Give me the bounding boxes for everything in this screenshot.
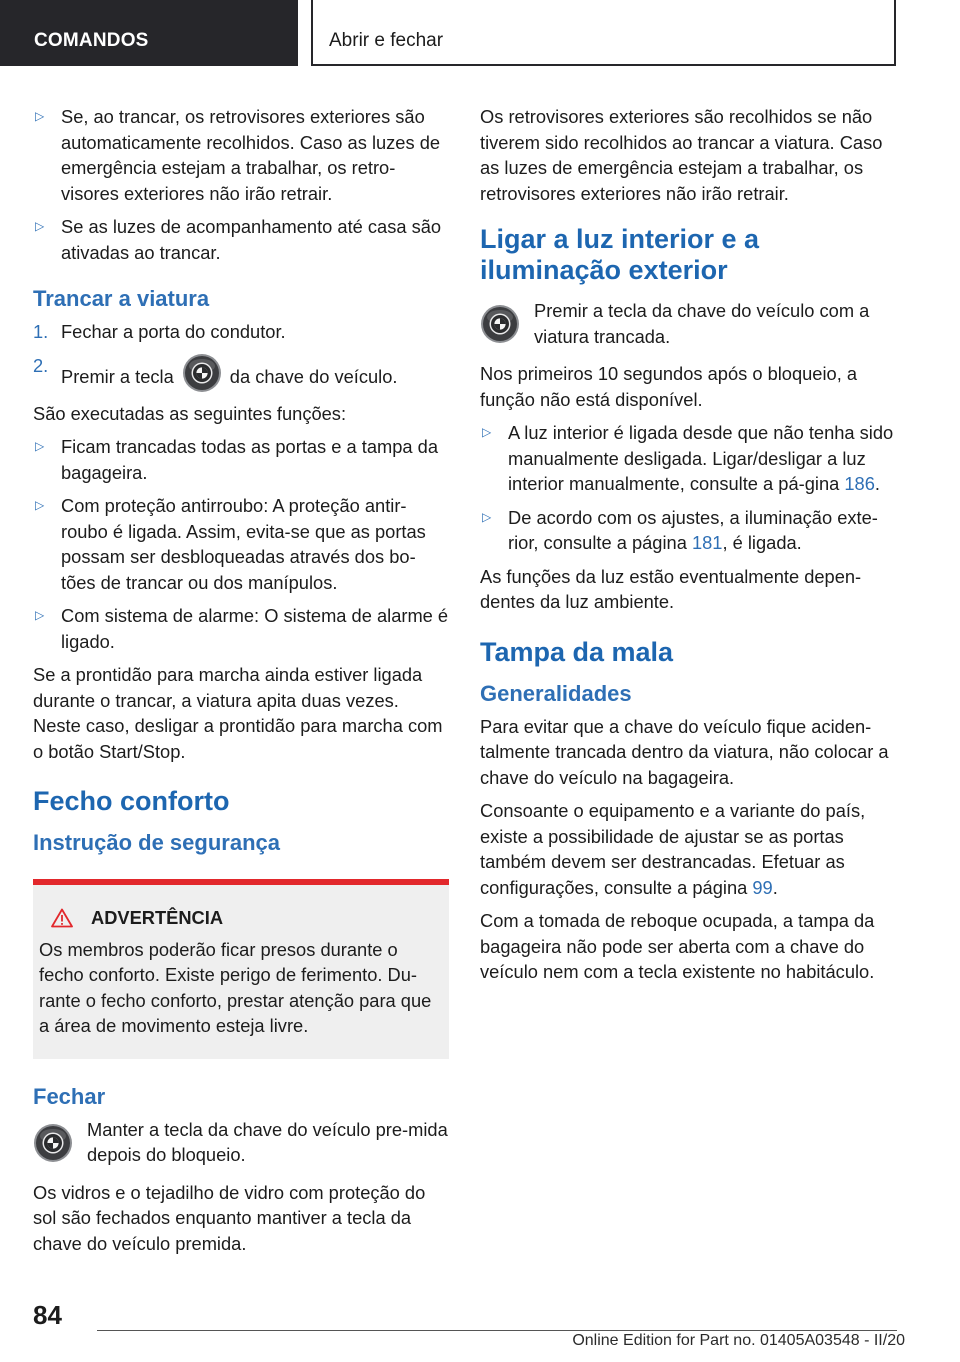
warning-triangle-icon <box>51 908 73 928</box>
heading-generalidades: Generalidades <box>480 680 632 706</box>
triangle-bullet-icon: ▷ <box>482 425 492 439</box>
list-item <box>33 603 449 654</box>
list-item <box>33 104 449 206</box>
section-tab: COMANDOS <box>0 0 298 66</box>
step-number: 2. <box>33 354 49 376</box>
paragraph: As funções da luz estão eventualmente depen-dentes da luz ambiente. <box>480 565 862 612</box>
page-header <box>0 0 960 66</box>
step-number: 1. <box>33 321 49 342</box>
footer-edition: Online Edition for Part no. 01405A03548 - II/20 <box>572 1332 905 1349</box>
paragraph <box>480 798 896 900</box>
triangle-bullet-icon: ▷ <box>35 219 45 233</box>
bullet-text: De acordo com os ajustes, a iluminação exte-rior, consulte a página <box>508 506 878 553</box>
paragraph: Se a prontidão para marcha ainda estiver ligada durante o trancar, a viatura apita duas vezes. Neste caso, desligar a prontidão para marcha com o botão Start/Stop. <box>33 664 443 762</box>
paragraph: Para evitar que a chave do veículo fique aciden-talmente trancada dentro da viatura, não colocar a chave do veículo na bagageira. <box>480 715 889 788</box>
list-item <box>33 434 449 485</box>
paragraph-text: Consoante o equipamento e a variante do país, existe a possibilidade de ajustar se as portas também devem ser destrancadas. Efetuar as configurações, consulte a página <box>480 800 866 898</box>
page-link-99[interactable]: 99 <box>752 876 773 898</box>
step-item <box>33 353 449 393</box>
chapter-tab: Abrir e fechar <box>311 0 896 66</box>
step-item <box>33 319 449 345</box>
page-link-186[interactable]: 186 <box>844 473 875 494</box>
bmw-key-button-icon <box>182 353 222 393</box>
list-item <box>33 214 449 265</box>
heading-trancar: Trancar a viatura <box>33 286 210 311</box>
right-column <box>480 104 896 993</box>
paragraph: Os vidros e o tejadilho de vidro com proteção do sol são fechados enquanto mantiver a tecla da chave do veículo premida. <box>33 1181 426 1254</box>
step-text: Fechar a porta do condutor. <box>61 321 286 342</box>
bullet-text: Ficam trancadas todas as portas e a tampa da bagageira. <box>61 436 438 483</box>
heading-fecho-conforto: Fecho conforto <box>33 786 230 816</box>
key-instruction-text: Manter a tecla da chave do veículo pre-mida depois do bloqueio. <box>87 1118 448 1165</box>
bmw-key-button-icon <box>33 1123 73 1163</box>
key-instruction <box>480 298 896 349</box>
paragraph: Nos primeiros 10 segundos após o bloqueio, a função não está disponível. <box>480 363 858 410</box>
heading-seguranca: Instrução de segurança <box>33 830 280 855</box>
bullet-text: Se as luzes de acompanhamento até casa são ativadas ao trancar. <box>61 216 442 263</box>
list-item <box>480 420 896 497</box>
key-instruction <box>33 1117 449 1168</box>
paragraph: São executadas as seguintes funções: <box>33 402 347 424</box>
step-text: da chave do veículo. <box>229 365 398 387</box>
warning-title <box>39 905 443 931</box>
bmw-key-button-icon <box>480 304 520 344</box>
bullet-text: Com proteção antirroubo: A proteção antir-roubo é ligada. Assim, evita-se que as portas possam ser desbloqueadas através dos bo-tões de trancar ou dos manípulos. <box>61 495 426 593</box>
list-item <box>480 505 896 556</box>
list-item <box>33 493 449 595</box>
triangle-bullet-icon: ▷ <box>35 608 45 622</box>
warning-box <box>33 879 449 1059</box>
bullet-text: Se, ao trancar, os retrovisores exteriores são automaticamente recolhidos. Caso as luzes de emergência estejam a trabalhar, os retro-visores exteriores não irão retrair. <box>61 106 441 204</box>
paragraph: Com a tomada de reboque ocupada, a tampa da bagageira não pode ser aberta com a chave do veículo nem com a tecla existente no habitáculo. <box>480 910 875 982</box>
key-instruction-text: Premir a tecla da chave do veículo com a viatura trancada. <box>534 300 870 347</box>
bullet-text: . <box>874 473 880 494</box>
page-link-181[interactable]: 181 <box>691 532 723 553</box>
bullet-text: Com sistema de alarme: O sistema de alarme é ligado. <box>61 605 449 652</box>
paragraph: Os retrovisores exteriores são recolhidos se não tiverem sido recolhidos ao trancar a viatura. Caso as luzes de emergência estejam a trabalhar, os retrovisores exteriores não irão retrair. <box>480 106 883 204</box>
triangle-bullet-icon: ▷ <box>482 509 492 524</box>
warning-title-text: ADVERTÊNCIA <box>91 907 224 928</box>
page-number: 84 <box>33 1300 62 1330</box>
triangle-bullet-icon: ▷ <box>35 498 45 512</box>
triangle-bullet-icon: ▷ <box>35 439 45 453</box>
left-column <box>33 104 449 1264</box>
step-text: Premir a tecla <box>61 365 174 387</box>
footer-divider <box>97 1330 897 1331</box>
warning-text: Os membros poderão ficar presos durante o fecho conforto. Existe perigo de ferimento. Du-rante o fecho conforto, prestar atenção para que a área de movimento esteja livre. <box>39 938 432 1036</box>
heading-fechar: Fechar <box>33 1083 106 1109</box>
bullet-text: A luz interior é ligada desde que não tenha sido manualmente desligada. Ligar/desligar a luz interior manualmente, consulte a pá-gina <box>508 422 894 494</box>
heading-tampa: Tampa da mala <box>480 636 674 667</box>
triangle-bullet-icon: ▷ <box>35 109 45 123</box>
heading-luz: Ligar a luz interior e a iluminação exterior <box>480 224 760 285</box>
bullet-text: , é ligada. <box>722 532 802 553</box>
paragraph-text: . <box>772 876 778 898</box>
